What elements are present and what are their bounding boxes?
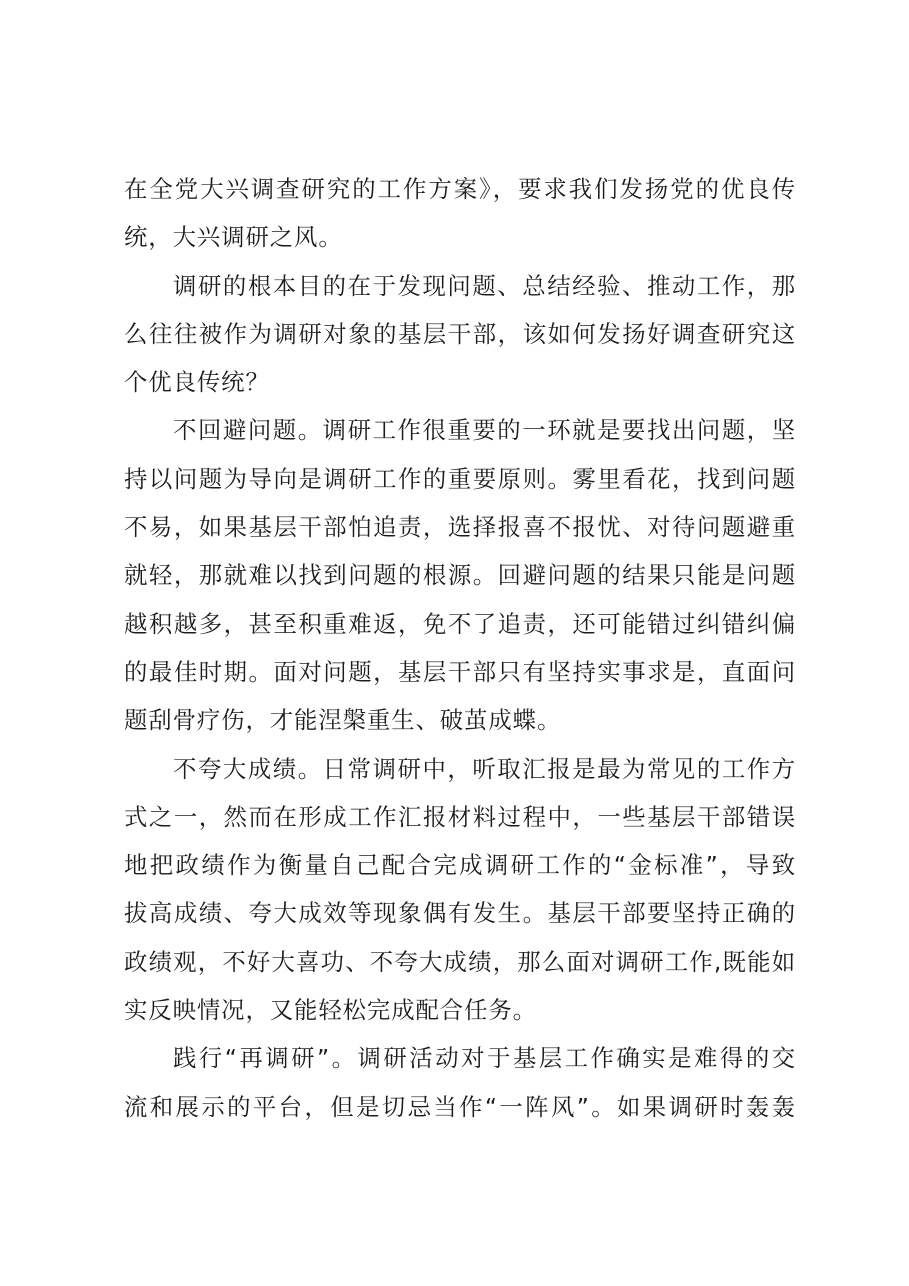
document-body bbox=[124, 165, 796, 1131]
text-line: 统，大兴调研之风。 bbox=[124, 223, 343, 252]
text-line: 实反映情况，又能轻松完成配合任务。 bbox=[124, 996, 537, 1025]
text-line: 践行“再调研”。调研活动对于基层工作确实是难得的交 bbox=[173, 1044, 796, 1073]
text-line: 不回避问题。调研工作很重要的一环就是要找出问题，坚 bbox=[173, 416, 796, 445]
text-line: 的最佳时期。面对问题，基层干部只有坚持实事求是，直面问 bbox=[124, 657, 796, 686]
text-line: 式之一，然而在形成工作汇报材料过程中，一些基层干部错误 bbox=[124, 802, 796, 831]
paragraph-no-exaggeration bbox=[124, 745, 796, 1035]
text-line: 不易，如果基层干部怕追责，选择报喜不报忧、对待问题避重 bbox=[124, 513, 796, 542]
text-line: 题刮骨疗伤，才能涅槃重生、破茧成蝶。 bbox=[124, 706, 562, 735]
text-line: 地把政绩作为衡量自己配合完成调研工作的“金标准”，导致 bbox=[124, 851, 796, 880]
text-line: 持以问题为导向是调研工作的重要原则。雾里看花，找到问题 bbox=[124, 464, 796, 493]
text-line: 个优良传统？ bbox=[124, 368, 270, 397]
text-line: 么往往被作为调研对象的基层干部，该如何发扬好调查研究这 bbox=[124, 319, 796, 348]
text-line: 就轻，那就难以找到问题的根源。回避问题的结果只能是问题 bbox=[124, 561, 796, 590]
paragraph-purpose bbox=[124, 262, 796, 407]
text-line: 不夸大成绩。日常调研中，听取汇报是最为常见的工作方 bbox=[173, 754, 796, 783]
paragraph-intro bbox=[124, 165, 796, 262]
text-line: 流和展示的平台，但是切忌当作“一阵风”。如果调研时轰轰 bbox=[124, 1092, 796, 1121]
text-line: 调研的根本目的在于发现问题、总结经验、推动工作，那 bbox=[173, 271, 796, 300]
paragraph-re-research bbox=[124, 1034, 796, 1131]
text-line: 越积越多，甚至积重难返，免不了追责，还可能错过纠错纠偏 bbox=[124, 609, 796, 638]
text-line: 在全党大兴调查研究的工作方案》，要求我们发扬党的优良传 bbox=[124, 175, 796, 203]
text-line: 拔高成绩、夸大成效等现象偶有发生。基层干部要坚持正确的 bbox=[124, 899, 796, 928]
text-line: 政绩观，不好大喜功、不夸大成绩，那么面对调研工作,既能如 bbox=[124, 947, 796, 976]
paragraph-avoid-problems bbox=[124, 406, 796, 744]
